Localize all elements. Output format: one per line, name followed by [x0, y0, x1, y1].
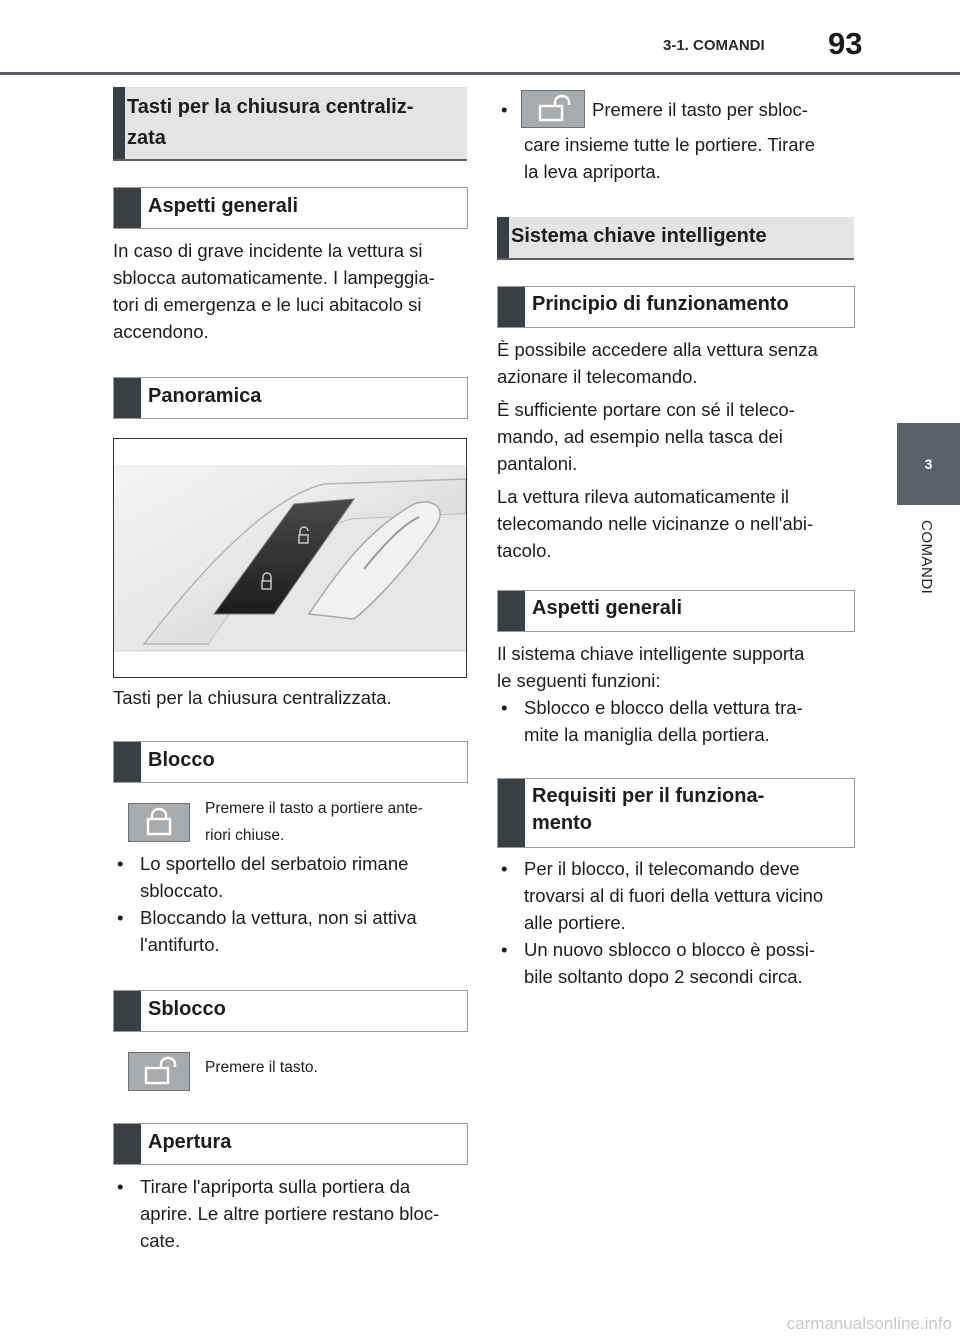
heading-smart-key: Sistema chiave intelligente — [497, 217, 854, 260]
lock-open-icon — [522, 91, 584, 127]
heading-central-locking — [113, 87, 467, 161]
general-paragraph: In caso di grave incidente la vettura si sblocca automaticamente. I lampeggia- tori di emergenza e le luci abitacolo si accendono. — [113, 240, 435, 342]
lock-key-symbol — [128, 803, 190, 842]
subheading-overview: Panoramica — [113, 377, 468, 419]
watermark: carmanualsonline.info — [786, 1314, 952, 1333]
chapter-tab-label: COMANDI — [918, 520, 935, 595]
subheading-operating-principle: Principio di funzionamento — [497, 286, 855, 328]
subheading-requirements: Requisiti per il funziona- mento — [497, 778, 855, 848]
list-item: • Sblocco e blocco della vettura tra- mite la maniglia della portiera. — [497, 694, 854, 748]
heading-central-locking-line1: Tasti per la chiusura centraliz- — [127, 96, 414, 118]
unlock-key-symbol — [128, 1052, 190, 1091]
requirements-list — [497, 855, 854, 990]
list-item: • Bloccando la vettura, non si attiva l'antifurto. — [113, 904, 467, 958]
door-handle-illustration — [114, 439, 466, 677]
chapter-tab-number: 3 — [897, 423, 960, 505]
page-number: 93 — [828, 26, 863, 61]
heading-accent-bar — [113, 87, 125, 159]
unlock-key-description: Premere il tasto. — [205, 1059, 318, 1076]
list-item: • Un nuovo sblocco o blocco è possi- bile soltanto dopo 2 secondi circa. — [497, 936, 854, 990]
subheading-unlock: Sblocco — [113, 990, 468, 1032]
door-handle-figure — [113, 438, 467, 678]
unlock-key-inline — [521, 90, 585, 128]
list-item: • Per il blocco, il telecomando deve trovarsi al di fuori della vettura vicino alle portiere. — [497, 855, 854, 936]
figure-caption: Tasti per la chiusura centralizzata. — [113, 687, 392, 708]
list-item: • Lo sportello del serbatoio rimane sbloccato. — [113, 850, 467, 904]
heading-central-locking-line2: zata — [127, 127, 166, 149]
subheading-general-aspects-smart-key: Aspetti generali — [497, 590, 855, 632]
subheading-general-aspects: Aspetti generali — [113, 187, 468, 229]
smart-key-general-text: Il sistema chiave intelligente supporta le seguenti funzioni: — [497, 643, 805, 691]
unlock-all-bullet: • Premere il tasto per sbloc- care insieme tutte le portiere. Tirare la leva apriporta. — [497, 90, 854, 185]
lock-bullet-list — [113, 850, 467, 958]
lock-closed-icon — [129, 804, 189, 841]
subheading-lock: Blocco — [113, 741, 468, 783]
header-rule — [0, 72, 960, 75]
running-header-section: 3-1. COMANDI — [663, 37, 765, 54]
lock-key-description: Premere il tasto a portiere ante- riori chiuse. — [205, 800, 423, 844]
principle-paragraphs: È possibile accedere alla vettura senza azionare il telecomando. È sufficiente portare con sé il teleco- mando, ad esempio nella tasca dei pantaloni. La vettura rileva automaticamente il telecomando nelle vicinanze o nell'abi- tacolo. — [497, 339, 818, 561]
list-item: • Tirare l'apriporta sulla portiera da aprire. Le altre portiere restano bloc- cate. — [113, 1173, 467, 1254]
subheading-opening: Apertura — [113, 1123, 468, 1165]
opening-bullet-list — [113, 1173, 467, 1254]
lock-open-icon — [129, 1053, 189, 1090]
smart-key-function-list — [497, 694, 854, 748]
